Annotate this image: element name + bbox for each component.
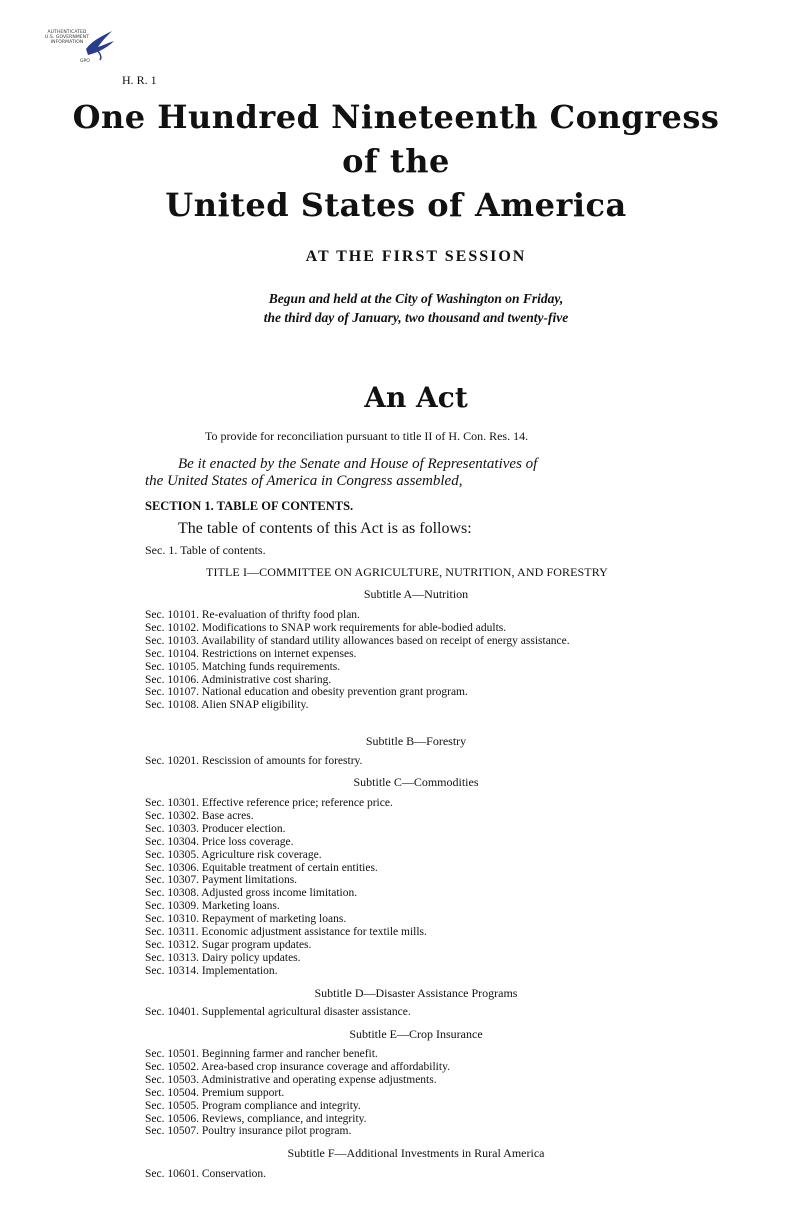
begun-line-1: Begun and held at the City of Washington on Friday, — [268, 291, 564, 306]
begun-line-2: the third day of January, two thousand and twenty-five — [263, 310, 569, 325]
gpo-authentication-logo — [42, 27, 122, 67]
toc-entry: Sec. 10308. Adjusted gross income limitation. — [145, 887, 358, 900]
title-heading: TITLE I—COMMITTEE ON AGRICULTURE, NUTRITION, AND FORESTRY — [206, 565, 608, 579]
toc-entry: Sec. 10108. Alien SNAP eligibility. — [145, 699, 309, 712]
toc-entry: Sec. 10301. Effective reference price; reference price. — [145, 797, 393, 809]
congress-line-1: One Hundred Nineteenth Congress — [72, 98, 720, 136]
toc-entry: Sec. 10302. Base acres. — [145, 809, 254, 822]
toc-list — [145, 797, 705, 978]
session-heading: AT THE FIRST SESSION — [305, 248, 527, 265]
toc-entry-sec-1: Sec. 1. Table of contents. — [145, 543, 266, 557]
toc-entry: Sec. 10101. Re-evaluation of thrifty food plan. — [145, 609, 360, 621]
toc-entry: Sec. 10502. Area-based crop insurance coverage and affordability. — [145, 1060, 450, 1073]
toc-entry: Sec. 10309. Marketing loans. — [145, 900, 280, 913]
subtitle-heading: Subtitle C—Commodities — [353, 775, 479, 789]
toc-entry: Sec. 10104. Restrictions on internet expenses. — [145, 647, 357, 660]
toc-entry: Sec. 10107. National education and obesity prevention grant program. — [145, 686, 468, 699]
toc-entry: Sec. 10504. Premium support. — [145, 1086, 285, 1099]
toc-entry: Sec. 10401. Supplemental agricultural disaster assistance. — [145, 1006, 411, 1018]
toc-entry: Sec. 10201. Rescission of amounts for forestry. — [145, 755, 363, 767]
toc-entry: Sec. 10310. Repayment of marketing loans. — [145, 913, 347, 926]
subtitle-heading: Subtitle A—Nutrition — [363, 587, 469, 601]
toc-entry: Sec. 10505. Program compliance and integrity. — [145, 1099, 361, 1112]
subtitle-heading: Subtitle F—Additional Investments in Rural America — [287, 1146, 545, 1160]
subtitle-heading: Subtitle B—Forestry — [365, 734, 467, 748]
toc-list — [145, 609, 705, 712]
subtitle-heading: Subtitle D—Disaster Assistance Programs — [314, 986, 518, 1000]
enacting-clause — [145, 456, 695, 490]
toc-entry: Sec. 10501. Beginning farmer and rancher benefit. — [145, 1048, 378, 1060]
logo-text-line: INFORMATION — [50, 40, 84, 45]
section-heading: SECTION 1. TABLE OF CONTENTS. — [145, 499, 354, 513]
logo-text-line: U.S. GOVERNMENT — [44, 35, 90, 40]
purpose-statement: To provide for reconciliation pursuant to title II of H. Con. Res. 14. — [205, 429, 529, 443]
gpo-label: GPO — [80, 59, 90, 64]
eagle-icon — [82, 27, 118, 61]
toc-entry: Sec. 10305. Agriculture risk coverage. — [145, 848, 322, 861]
toc-list — [145, 755, 705, 768]
begun-statement — [0, 289, 792, 327]
toc-list — [145, 1048, 705, 1138]
act-title: An Act — [364, 381, 468, 414]
enacting-line-2: the United States of America in Congress assembled, — [145, 473, 463, 489]
toc-entry: Sec. 10507. Poultry insurance pilot program. — [145, 1125, 352, 1138]
logo-text-line: AUTHENTICATED — [47, 30, 87, 35]
toc-list — [145, 1006, 705, 1019]
toc-entry: Sec. 10303. Producer election. — [145, 822, 286, 835]
subtitle-heading: Subtitle E—Crop Insurance — [349, 1027, 483, 1041]
toc-entry: Sec. 10313. Dairy policy updates. — [145, 951, 301, 964]
toc-intro: The table of contents of this Act is as follows: — [178, 520, 472, 537]
toc-entry: Sec. 10105. Matching funds requirements. — [145, 660, 341, 673]
toc-entry: Sec. 10306. Equitable treatment of certain entities. — [145, 861, 378, 874]
toc-entry: Sec. 10314. Implementation. — [145, 964, 278, 977]
toc-entry: Sec. 10311. Economic adjustment assistance for textile mills. — [145, 926, 427, 939]
toc-entry: Sec. 10503. Administrative and operating expense adjustments. — [145, 1073, 437, 1086]
toc-entry: Sec. 10103. Availability of standard utility allowances based on receipt of energy assistance. — [145, 634, 570, 647]
toc-entry: Sec. 10106. Administrative cost sharing. — [145, 673, 332, 686]
enacting-line-1: Be it enacted by the Senate and House of Representatives of — [178, 456, 538, 472]
bill-id: H. R. 1 — [122, 73, 157, 87]
congress-line-3: United States of America — [165, 186, 627, 224]
toc-entry: Sec. 10102. Modifications to SNAP work requirements for able-bodied adults. — [145, 621, 507, 634]
congress-line-2: of the — [342, 142, 450, 180]
toc-entry: Sec. 10506. Reviews, compliance, and integrity. — [145, 1112, 367, 1125]
toc-entry: Sec. 10307. Payment limitations. — [145, 874, 298, 887]
toc-entry: Sec. 10312. Sugar program updates. — [145, 938, 312, 951]
toc-list — [145, 1168, 705, 1181]
toc-entry: Sec. 10304. Price loss coverage. — [145, 835, 294, 848]
toc-entry: Sec. 10601. Conservation. — [145, 1168, 267, 1180]
